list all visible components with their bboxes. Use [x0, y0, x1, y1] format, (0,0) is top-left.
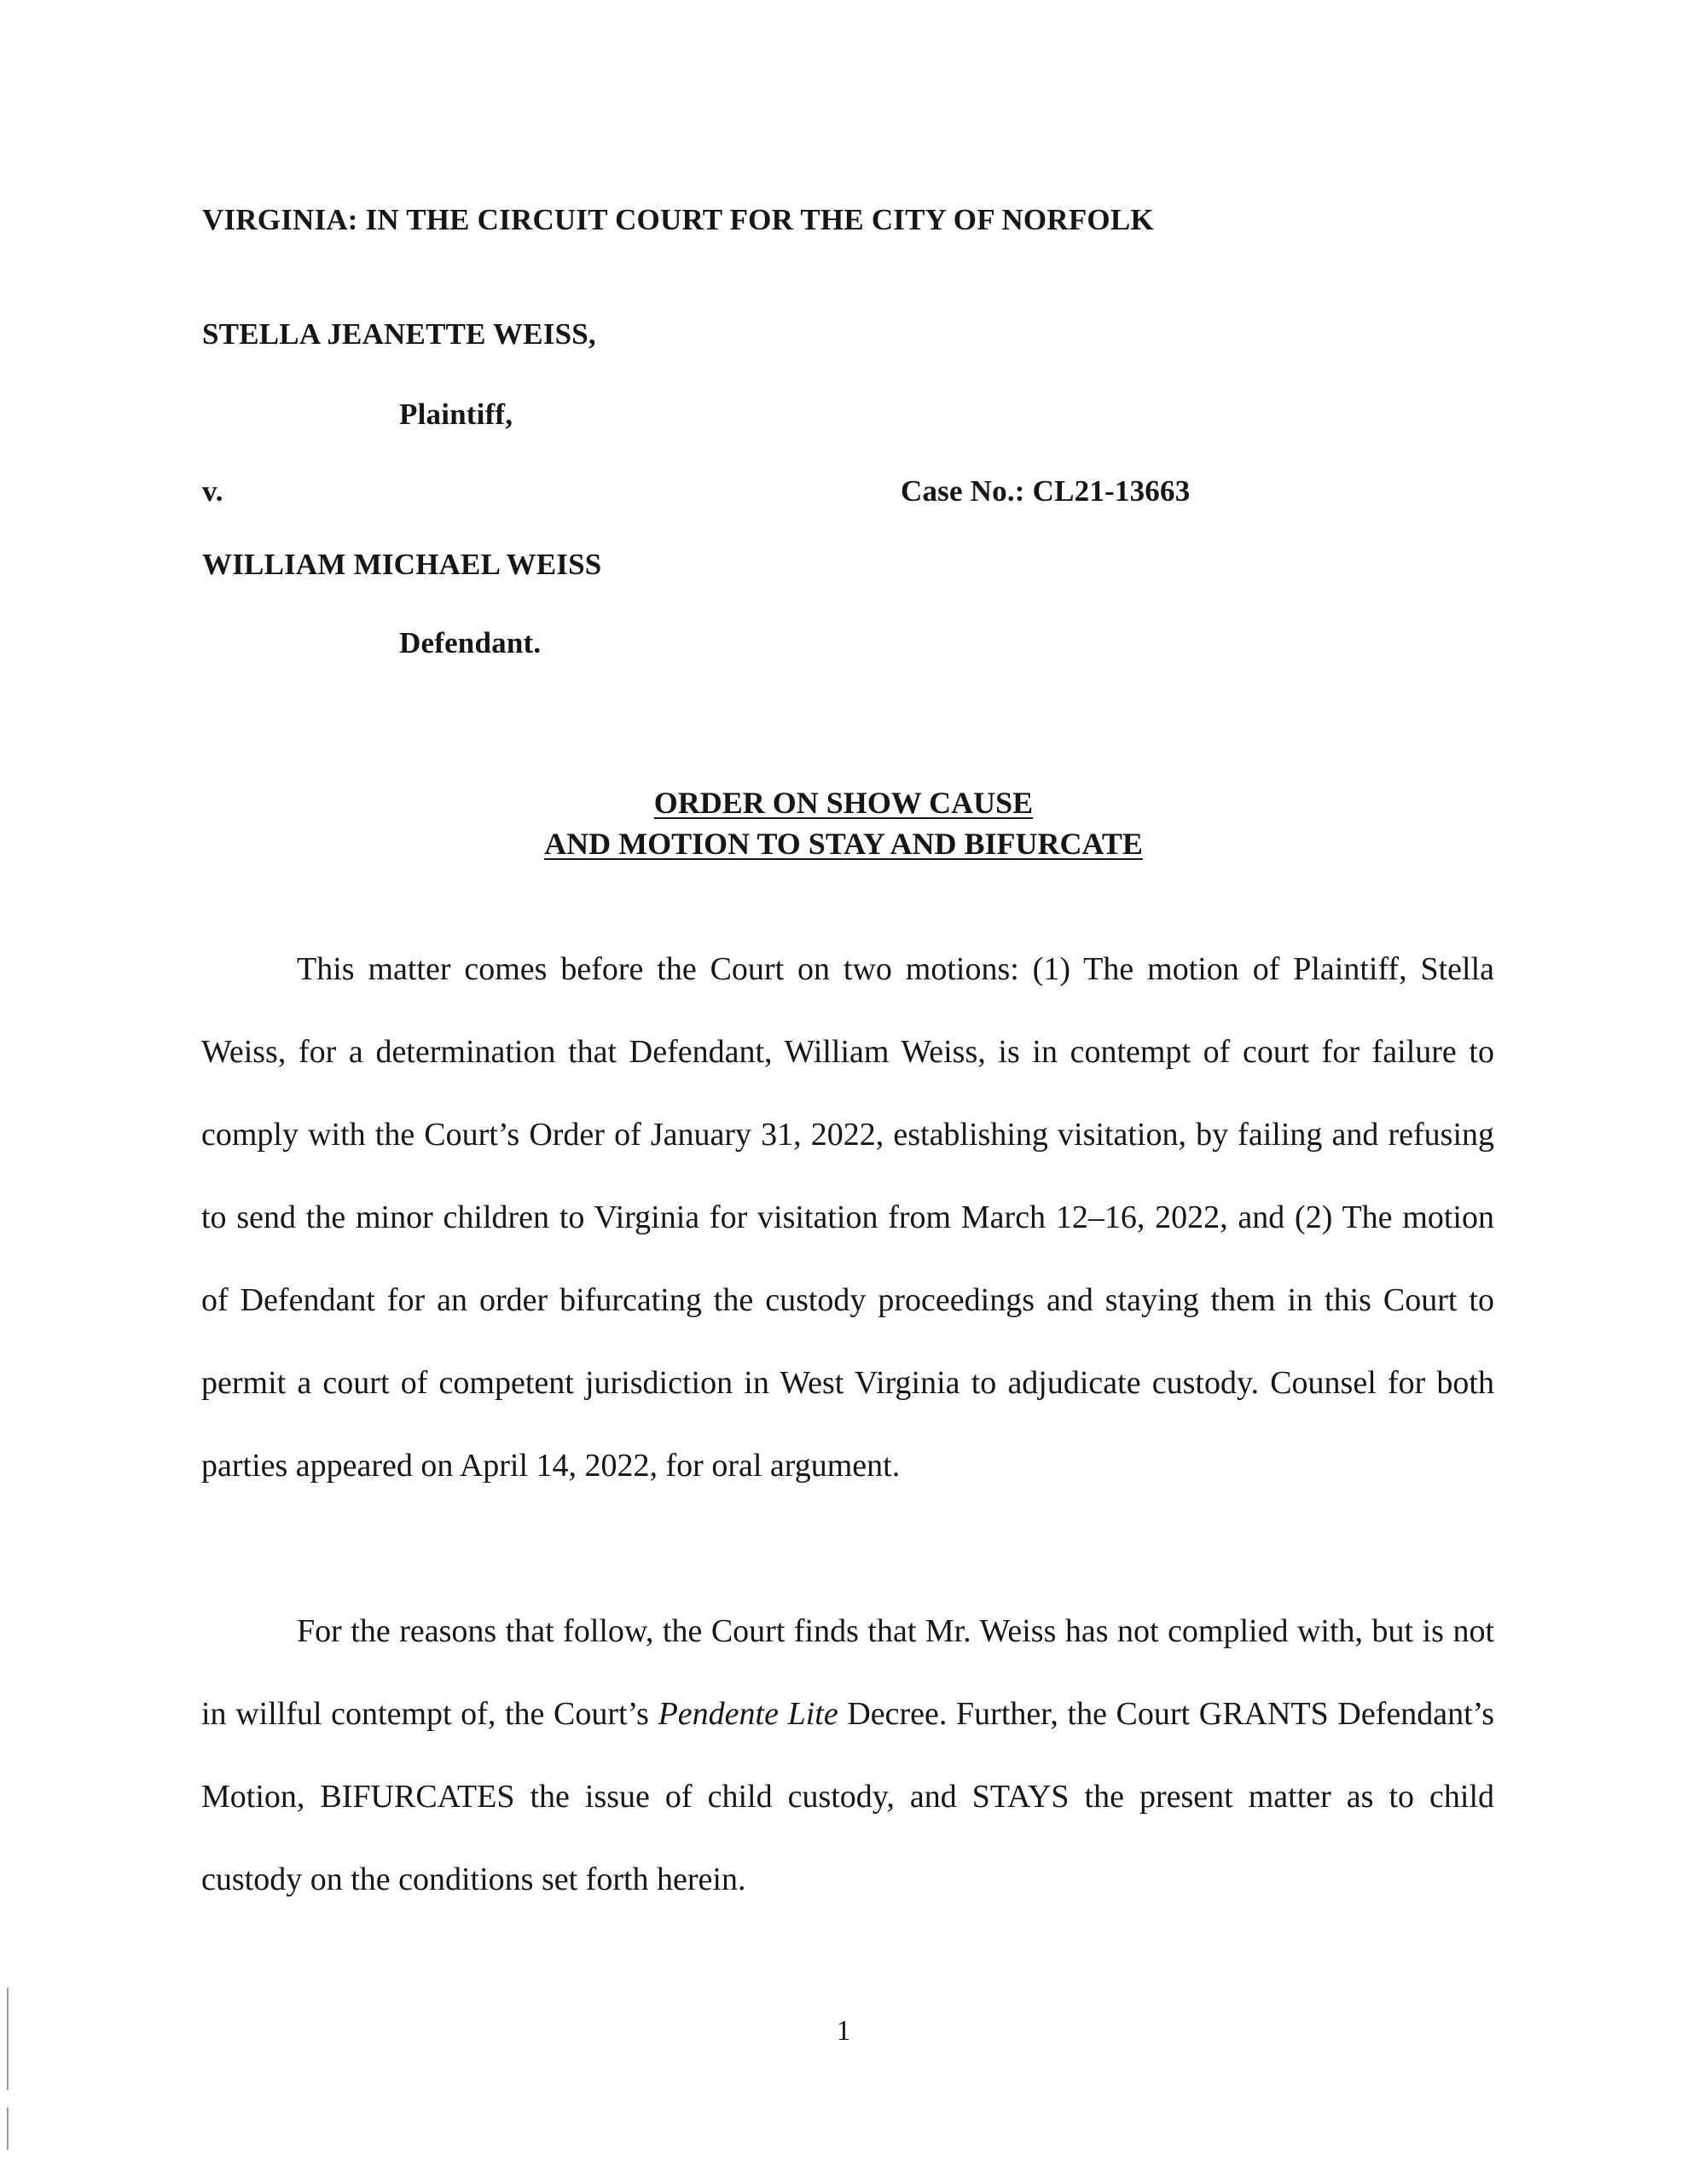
- page-number: 1: [836, 2015, 851, 2047]
- order-title-line-1: ORDER ON SHOW CAUSE: [653, 786, 1034, 820]
- scan-margin-mark: [7, 2107, 9, 2150]
- defendant-name: WILLIAM MICHAEL WEISS: [202, 548, 602, 581]
- order-title-line-2: AND MOTION TO STAY AND BIFURCATE: [544, 827, 1143, 861]
- body-paragraph-2: [201, 1590, 1494, 1921]
- plaintiff-role: Plaintiff,: [399, 398, 513, 431]
- body-paragraph-1: [201, 928, 1494, 1507]
- pendente-lite-italic: Pendente Lite: [658, 1696, 838, 1732]
- scan-margin-mark: [7, 1988, 9, 2090]
- paragraph-2-text: For the reasons that follow, the Court finds that Mr. Weiss has not complied with, but is not in willful contempt of, the Court’s: [201, 1613, 1494, 1732]
- paragraph-1-text: This matter comes before the Court on two motions: (1) The motion of Plaintiff, Stella Weiss, for a determination that Defendant, William Weiss, is in contempt of court for failure to comply with the Court’s Order of January 31, 2022, establishing visitation, by failing and refusing to send the minor children to Virginia for visitation from March 12–16, 2022, and (2) The motion of Defendant for an order bifurcating the custody proceedings and staying them in this Court to permit a court of competent jurisdiction in West Virginia to adjudicate custody. Counsel for both parties appeared on April 14, 2022, for oral argument.: [201, 951, 1494, 1484]
- defendant-role: Defendant.: [399, 626, 542, 659]
- paragraph-2-text-end: Decree. Further, the Court GRANTS Defendant’s Motion, BIFURCATES the issue of child custody, and STAYS the present matter as to child custody on the conditions set forth herein.: [201, 1696, 1495, 1897]
- versus-label: v.: [202, 474, 223, 508]
- court-heading: VIRGINIA: IN THE CIRCUIT COURT FOR THE CITY OF NORFOLK: [202, 203, 1154, 236]
- plaintiff-name: STELLA JEANETTE WEISS,: [202, 317, 596, 351]
- case-number: Case No.: CL21-13663: [901, 474, 1191, 508]
